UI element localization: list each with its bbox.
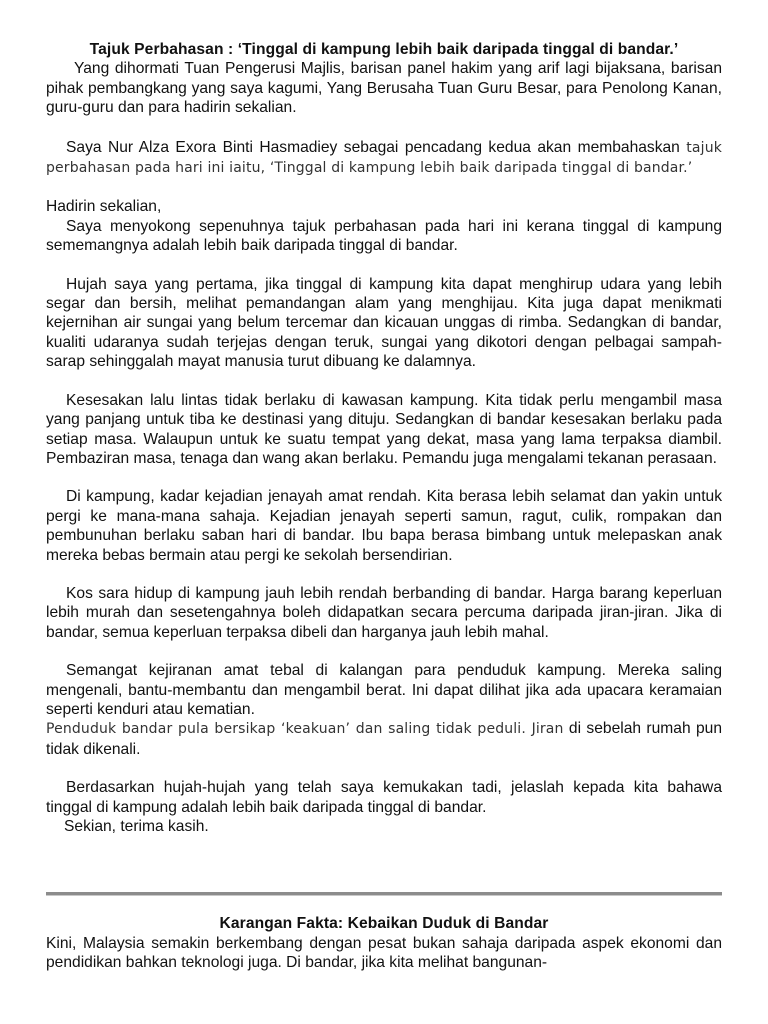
essay-section [46, 914, 722, 992]
intro-topic-text: tajuk perbahasan pada hari ini iaitu, ‘Tinggal di kampung lebih baik daripada tinggal di bandar.’ [46, 139, 722, 177]
essay-title: Karangan Fakta: Kebaikan Duduk di Bandar [219, 915, 549, 932]
section-divider [46, 892, 722, 896]
point-one-paragraph: Hujah saya yang pertama, jika tinggal di kampung kita dapat menghirup udara yang lebih segar dan bersih, melihat pemandangan alam yang menghijau. Kita juga dapat menikmati kejernihan air sungai yang belum tercemar dan kicauan unggas di rimba. Sedangkan di bandar, kualiti udaranya sudah terjejas dengan teruk, sungai yang dikotori dengan pelbagai sampah-sarap sehinggalah mayat manusia turut dibuang ke dalamnya. [46, 275, 722, 371]
point-two-paragraph: Kesesakan lalu lintas tidak berlaku di kawasan kampung. Kita tidak perlu mengambil masa yang panjang untuk tiba ke destinasi yang dituju. Sedangkan di bandar kesesakan berlaku pada setiap masa. Walaupun untuk ke suatu tempat yang dekat, masa yang lama terpaksa diambil. Pembaziran masa, tenaga dan wang akan berlaku. Pemandu juga mengalami tekanan perasaan. [46, 391, 722, 467]
essay-body: Kini, Malaysia semakin berkembang dengan pesat bukan sahaja daripada aspek ekonomi dan pendidikan bahkan teknologi juga. Di bandar, jika kita melihat bangunan- [46, 934, 722, 972]
address-line: Hadirin sekalian, [46, 198, 162, 216]
point-five-paragraph: Semangat kejiranan amat tebal di kalangan para penduduk kampung. Mereka saling mengenali, bantu-membantu dan mengambil berat. Ini dapat dilihat jika ada upacara keramaian seperti kenduri atau kematian. [46, 662, 722, 718]
point-five-light-text: Penduduk bandar pula bersikap ‘keakuan’ dan saling tidak peduli. Jiran [46, 721, 564, 738]
point-three-paragraph: Di kampung, kadar kejadian jenayah amat rendah. Kita berasa lebih selamat dan yakin untuk pergi ke mana-mana sahaja. Kejadian jenayah seperti samun, ragut, culik, rompakan dan pembunuhan berlaku saban hari di bandar. Ibu bapa berasa bimbang untuk melepaskan anak mereka bebas bermain atau pergi ke sekolah bersendirian. [46, 488, 722, 564]
point-five-rest-text: di sebelah rumah pun tidak dikenali. [46, 720, 722, 758]
point-four-paragraph: Kos sara hidup di kampung jauh lebih rendah berbanding di bandar. Harga barang keperluan lebih murah dan sesetengahnya boleh didapatkan secara percuma daripada jiran-jiran. Jika di bandar, semua keperluan terpaksa dibeli dan harganya jauh lebih mahal. [46, 584, 722, 641]
greeting-paragraph: Yang dihormati Tuan Pengerusi Majlis, barisan panel hakim yang arif lagi bijaksana, barisan pihak pembangkang yang saya kagumi, Yang Berusaha Tuan Guru Besar, para Penolong Kanan, guru-guru dan para hadirin sekalian. [46, 60, 722, 117]
support-paragraph: Saya menyokong sepenuhnya tajuk perbahasan pada hari ini kerana tinggal di kampung sememangnya adalah lebih baik daripada tinggal di bandar. [46, 217, 722, 255]
debate-section [46, 40, 722, 855]
closing-line: Sekian, terima kasih. [64, 818, 209, 835]
conclusion-paragraph: Berdasarkan hujah-hujah yang telah saya kemukakan tadi, jelaslah kepada kita bahawa tinggal di kampung adalah lebih baik daripada tinggal di bandar. [46, 779, 722, 816]
point-five-continuation [46, 719, 722, 759]
debate-title: Tajuk Perbahasan : ‘Tinggal di kampung lebih baik daripada tinggal di bandar.’ [89, 41, 679, 58]
intro-paragraph [46, 138, 722, 179]
intro-text: Saya Nur Alza Exora Binti Hasmadiey sebagai pencadang kedua akan membahaskan [66, 138, 680, 156]
